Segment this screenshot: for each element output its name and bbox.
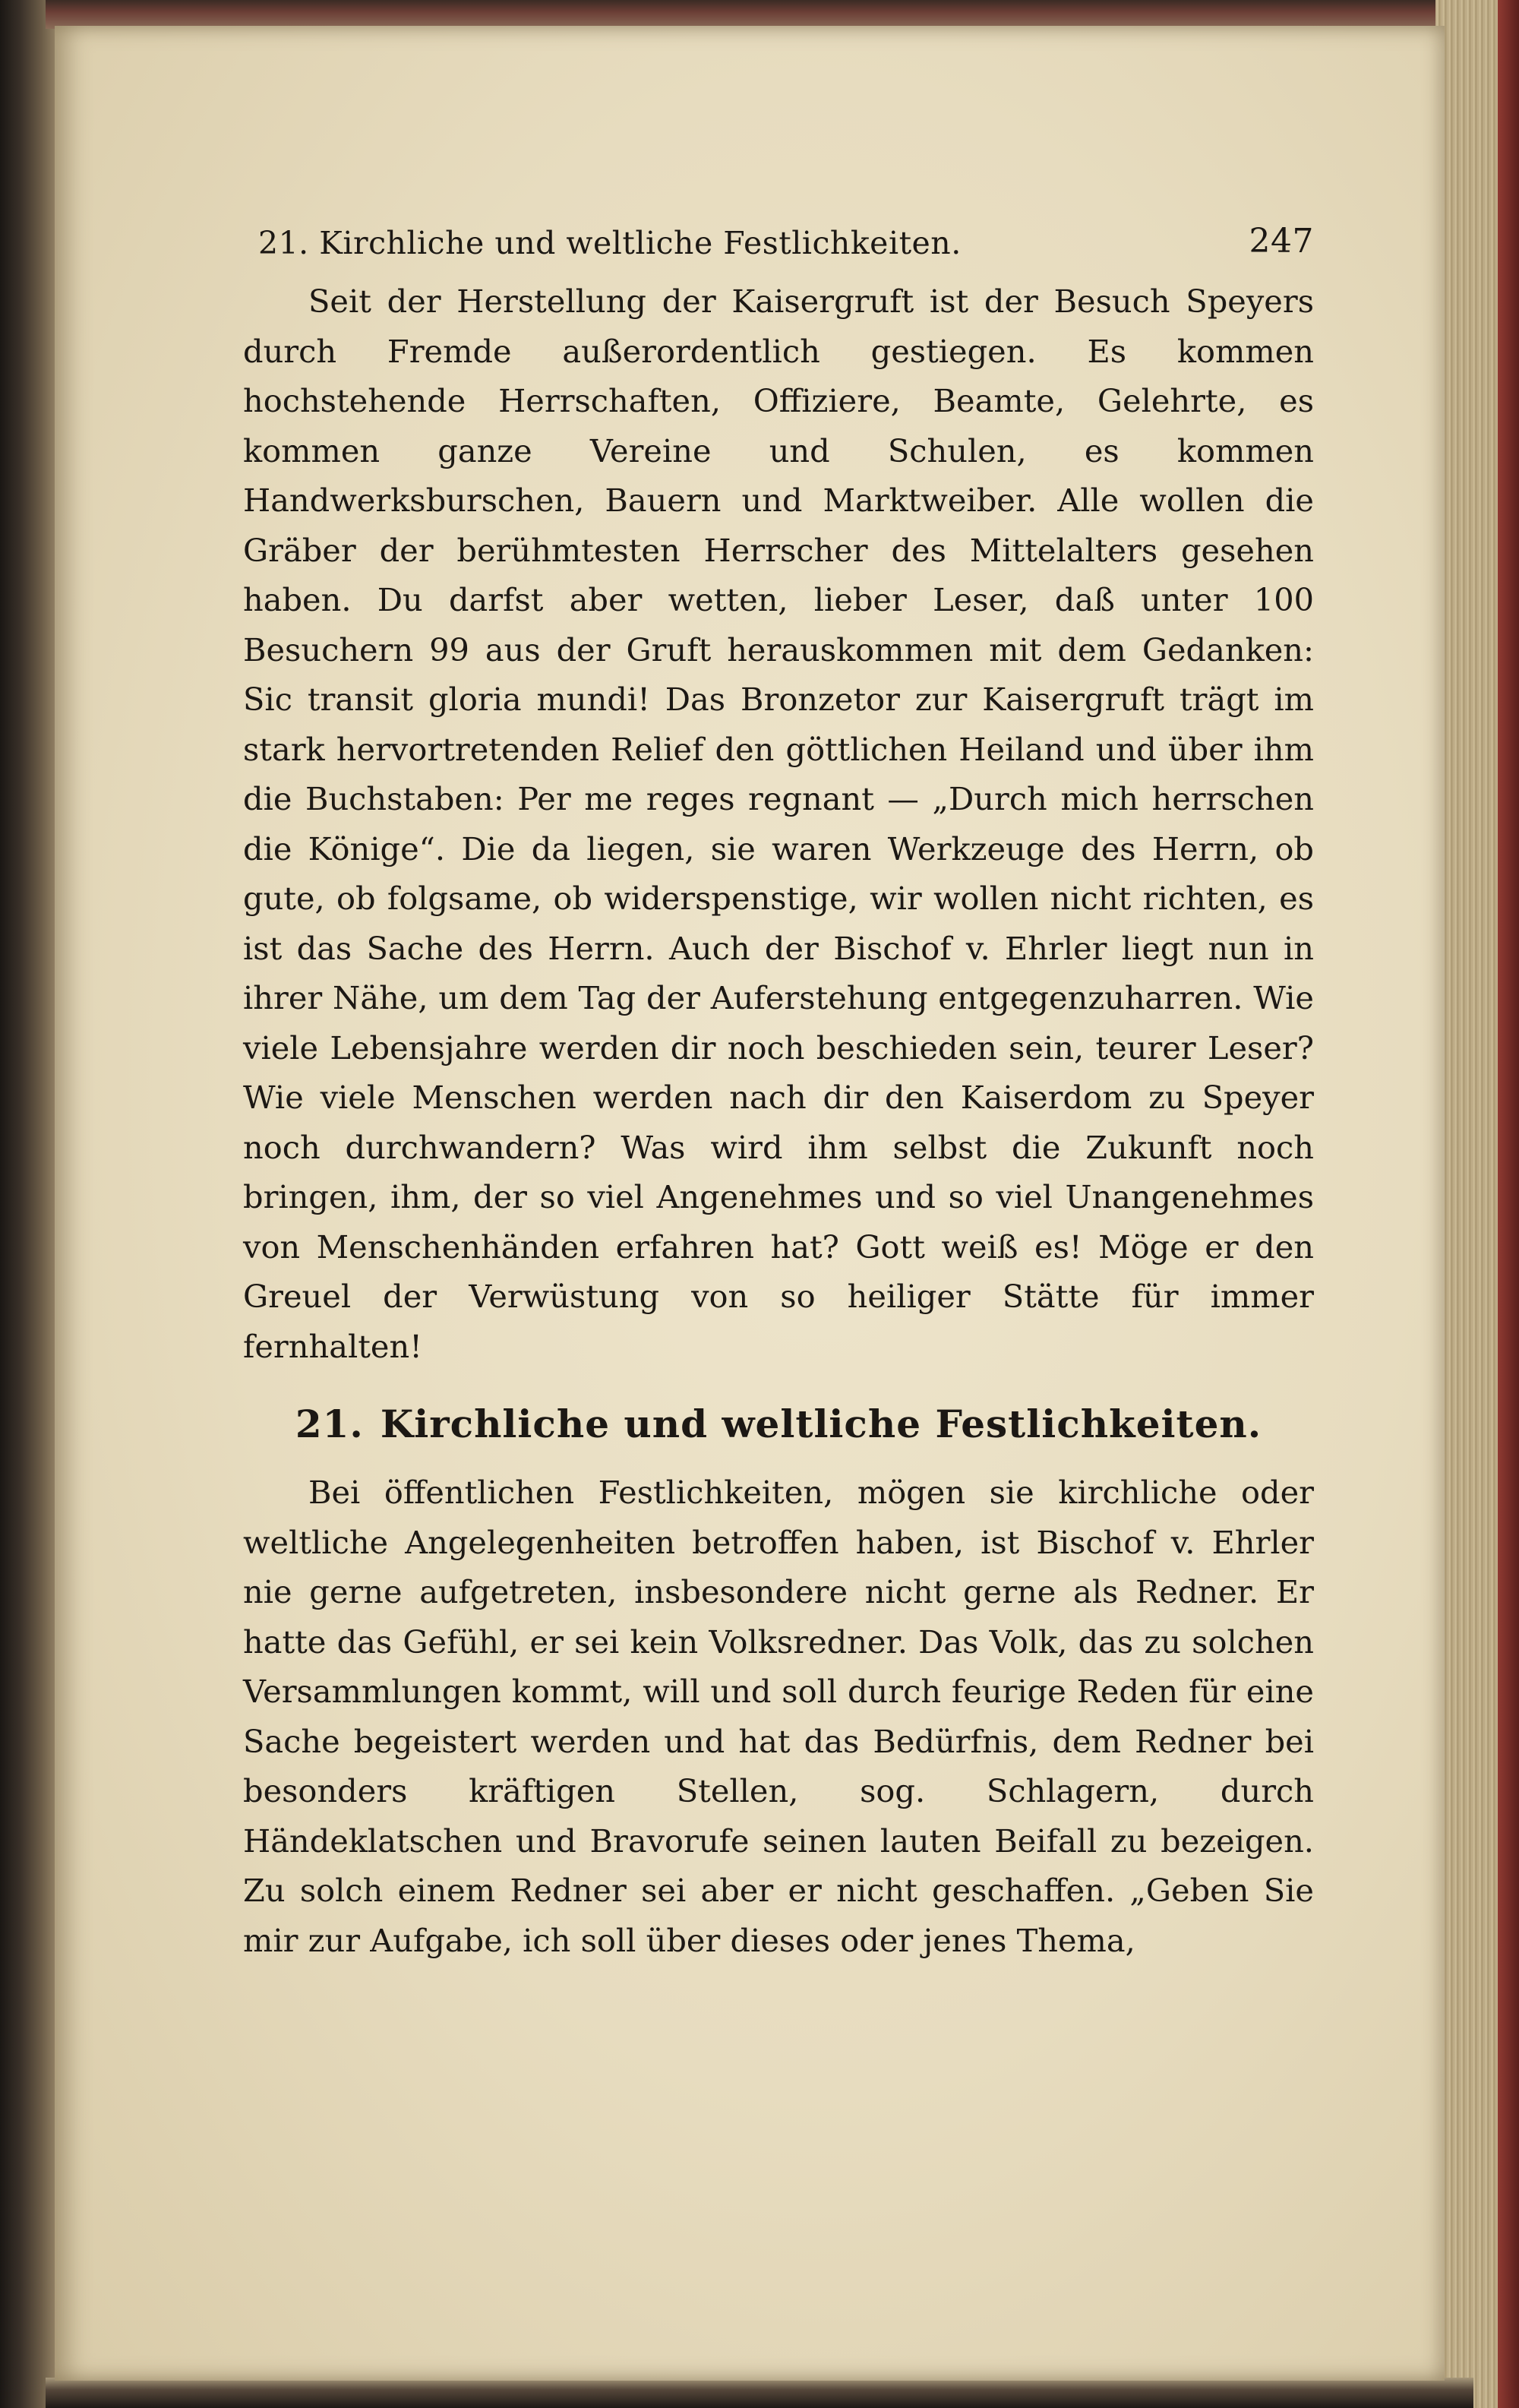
- paragraph-2: Bei öffentlichen Festlichkeiten, mögen sie kirchliche oder weltliche Angelegenheiten betroffen haben, ist Bischof v. Ehrler nie gerne aufgetreten, insbesondere nicht gerne als Redner. Er hatte das Gefühl, er sei kein Volksredner. Das Volk, das zu solchen Versammlungen kommt, will und soll durch feurige Reden für eine Sache begeistert werden und hat das Bedürfnis, dem Redner bei besonders kräftigen Stellen, sog. Schlagern, durch Händeklatschen und Bravorufe seinen lauten Beifall zu bezeigen. Zu solch einem Redner sei aber er nicht geschaffen. „Geben Sie mir zur Aufgabe, ich soll über dieses oder jenes Thema,: [243, 1474, 1314, 1959]
- section-heading: [243, 1402, 1314, 1446]
- book-page: [55, 26, 1445, 2381]
- running-head-title: 21. Kirchliche und weltliche Festlichkeiten.: [258, 225, 962, 261]
- page-stack-edge: [1435, 0, 1519, 2408]
- binding-edge: [0, 0, 59, 2408]
- top-cover-edge: [46, 0, 1473, 29]
- page-number: 247: [1249, 222, 1314, 261]
- text-block: [243, 216, 1314, 1965]
- running-head: [243, 216, 1314, 277]
- paragraph-1: Seit der Herstellung der Kaisergruft ist der Besuch Speyers durch Fremde außerordentlich gestiegen. Es kommen hochstehende Herrschaften, Offiziere, Beamte, Gelehrte, es kommen ganze Vereine und Schulen, es kommen Handwerksburschen, Bauern und Marktweiber. Alle wollen die Gräber der berühmtesten Herrscher des Mittelalters gesehen haben. Du darfst aber wetten, lieber Leser, daß unter 100 Besuchern 99 aus der Gruft herauskommen mit dem Gedanken: Sic transit gloria mundi! Das Bronzetor zur Kaisergruft trägt im stark hervortretenden Relief den göttlichen Heiland und über ihm die Buchstaben: Per me reges regnant — „Durch mich herrschen die Könige“. Die da liegen, sie waren Werkzeuge des Herrn, ob gute, ob folgsame, ob widerspenstige, wir wollen nicht richten, es ist das Sache des Herrn. Auch der Bischof v. Ehrler liegt nun in ihrer Nähe, um dem Tag der Auferstehung entgegenzuharren. Wie viele Lebensjahre werden dir noch beschieden sein, teurer Leser? Wie viele Menschen werden nach dir den Kaiserdom zu Speyer noch durchwandern? Was wird ihm selbst die Zukunft noch bringen, ihm, der so viel Angenehmes und so viel Unangenehmes von Menschenhänden erfahren hat? Gott weiß es! Möge er den Greuel der Verwüstung von so heiliger Stätte für immer fernhalten!: [243, 283, 1314, 1365]
- section-title: Kirchliche und weltliche Festlichkeiten.: [380, 1402, 1262, 1446]
- section-number: 21.: [295, 1402, 364, 1446]
- bottom-cover-edge: [46, 2378, 1473, 2408]
